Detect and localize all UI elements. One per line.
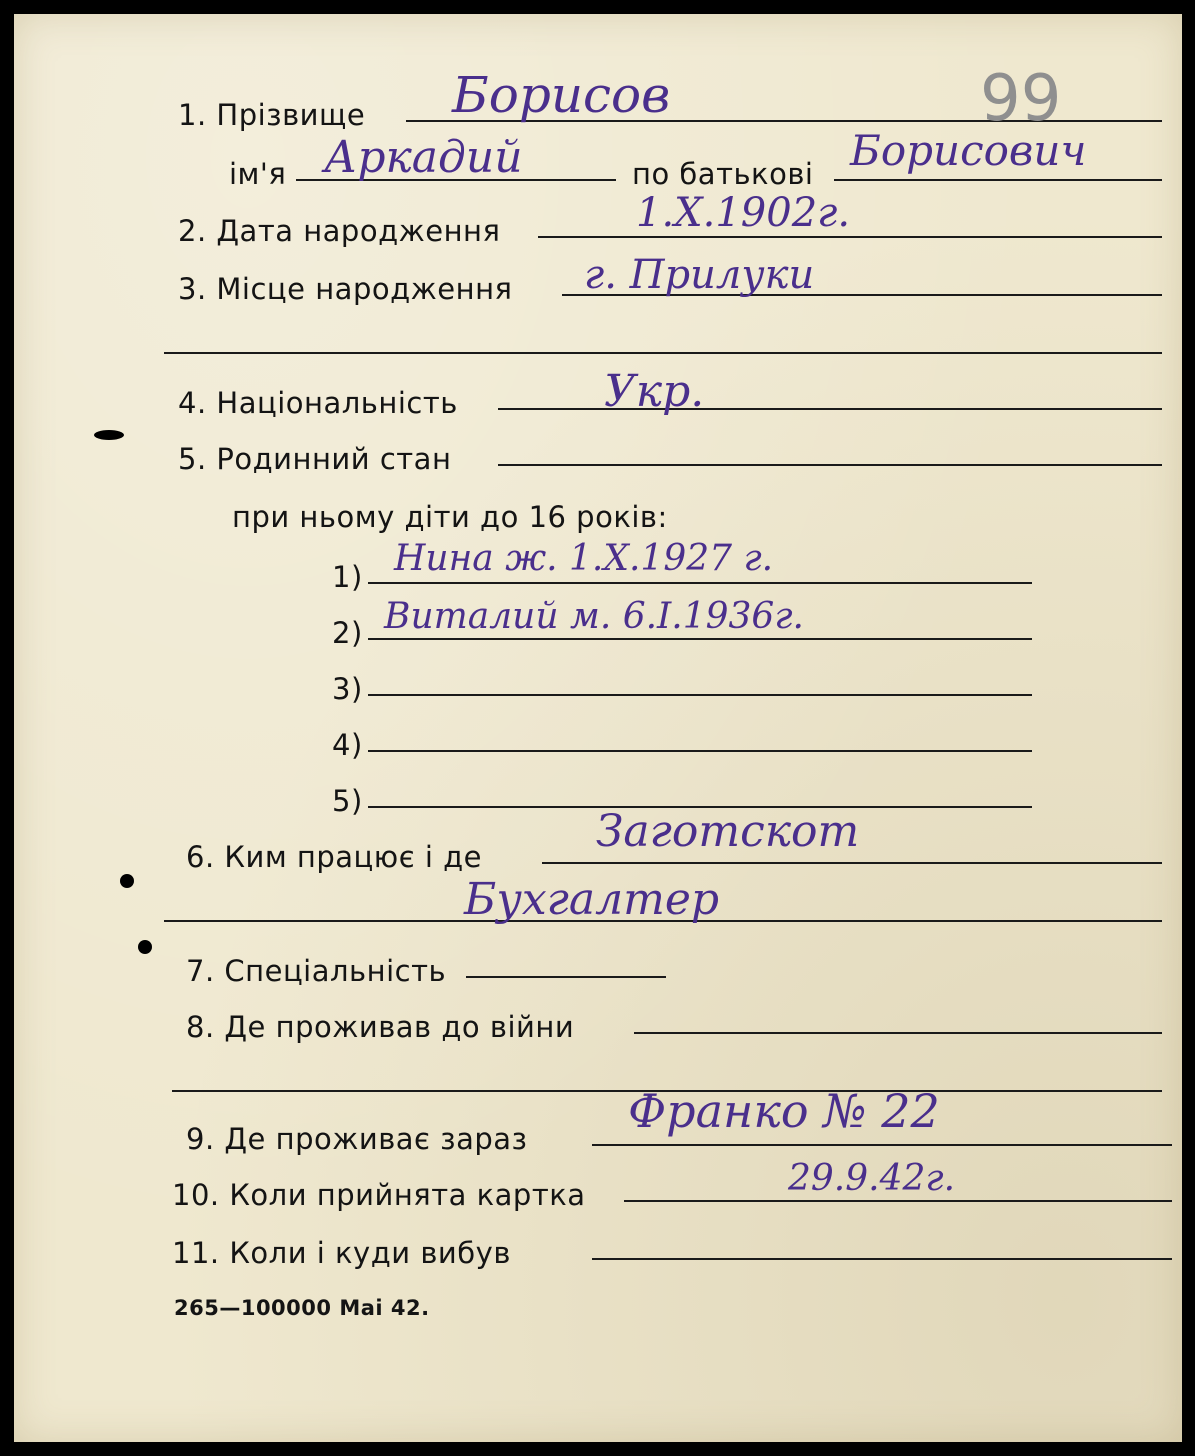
nationality-label: 4. Національність [178,386,458,420]
punch-hole [138,940,152,954]
marital-status-line [498,464,1162,466]
workplace-entry: Заготскот [596,806,860,857]
surname-entry: Борисов [452,66,671,124]
child-number-5: 5) [332,784,363,818]
child-number-4: 4) [332,728,363,762]
child-line-1 [368,582,1032,584]
prewar-residence-line [634,1032,1162,1034]
patronymic-label: по батькові [632,157,814,191]
birth-place-entry: г. Прилуки [584,252,815,298]
child-line-4 [368,750,1032,752]
birth-date-entry: 1.X.1902г. [636,190,851,236]
current-residence-line [592,1144,1172,1146]
patronymic-entry: Борисович [850,126,1087,175]
name-entry: Аркадий [324,132,523,183]
birth-date-line [538,236,1162,238]
specialty-line [466,976,666,978]
work-role-entry: Бухгалтер [464,874,720,925]
current-residence-label: 9. Де проживає зараз [186,1122,528,1156]
page-number-stamp: 99 [980,62,1062,136]
nationality-line [498,408,1162,410]
children-label: при ньому діти до 16 років: [232,500,668,534]
departure-label: 11. Коли і куди вибув [172,1236,511,1270]
child-number-1: 1) [332,560,363,594]
prewar-residence-label: 8. Де проживав до війни [186,1010,575,1044]
workplace-label: 6. Ким працює і де [186,840,483,874]
card-accepted-entry: 29.9.42г. [788,1158,956,1199]
specialty-label: 7. Спеціальність [186,954,447,988]
surname-label: 1. Прізвище [178,98,366,132]
registration-card [14,14,1182,1442]
birth-date-label: 2. Дата народження [178,214,501,248]
punch-hole [120,874,134,888]
workplace-line [542,862,1162,864]
current-residence-entry: Франко № 22 [628,1084,940,1138]
card-accepted-line [624,1200,1172,1202]
print-run-footer: 265—100000 Mai 42. [174,1296,430,1320]
birth-place-label: 3. Місце народження [178,272,513,306]
patronymic-line [834,179,1162,181]
child-entry-1: Нина ж. 1.X.1927 г. [394,538,774,579]
departure-line [592,1258,1172,1260]
child-line-2 [368,638,1032,640]
child-number-2: 2) [332,616,363,650]
birth-place-line-2 [164,352,1162,354]
card-accepted-label: 10. Коли прийнята картка [172,1178,586,1212]
nationality-entry: Укр. [604,366,705,417]
name-label: ім'я [229,157,287,191]
marital-status-label: 5. Родинний стан [178,442,452,476]
child-line-3 [368,694,1032,696]
child-entry-2: Виталий м. 6.I.1936г. [384,596,804,637]
child-number-3: 3) [332,672,363,706]
punch-hole [94,430,124,440]
